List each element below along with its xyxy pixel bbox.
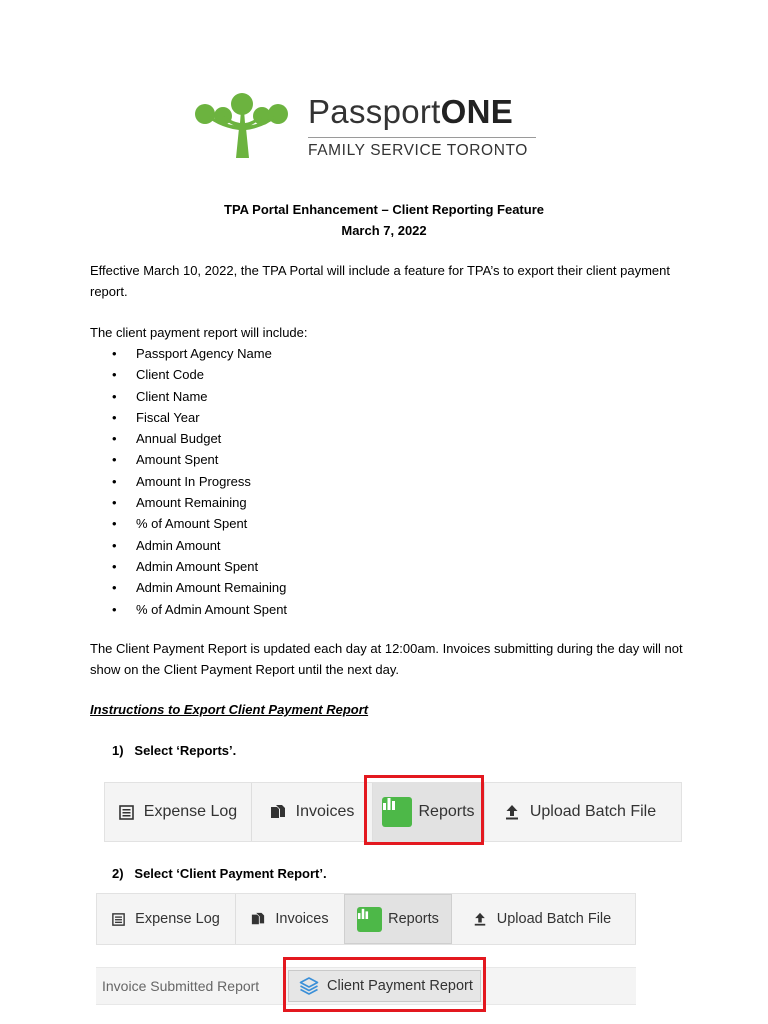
list-item: • % of Amount Spent — [112, 513, 287, 534]
document-date: March 7, 2022 — [341, 223, 427, 238]
brand-regular: Passport — [308, 93, 441, 130]
expense-log-label: Expense Log — [143, 803, 238, 820]
step-1: 1) Select ‘Reports’. — [112, 743, 237, 758]
expense-log-tab[interactable] — [97, 894, 235, 944]
upload-icon — [473, 912, 487, 926]
bar-chart-icon — [357, 907, 382, 932]
reports-highlight-box — [364, 775, 484, 845]
passport-one-logo — [190, 92, 575, 184]
invoices-label: Invoices — [295, 803, 355, 820]
upload-icon — [504, 804, 520, 820]
documents-icon — [270, 804, 286, 820]
upload-batch-file-tab[interactable] — [453, 894, 631, 944]
reports-label: Reports — [418, 803, 475, 820]
documents-icon — [251, 912, 265, 926]
upload-batch-file-label: Upload Batch File — [529, 803, 657, 820]
invoices-tab[interactable] — [252, 783, 372, 841]
client-payment-report-highlight-box — [283, 957, 486, 1012]
list-item: • Passport Agency Name — [112, 343, 287, 364]
reports-tab[interactable] — [344, 894, 452, 944]
expense-log-tab[interactable] — [105, 783, 251, 841]
list-item: • Admin Amount Remaining — [112, 577, 287, 598]
list-item: • Amount Remaining — [112, 492, 287, 513]
list-item: • Fiscal Year — [112, 407, 287, 428]
document-title: TPA Portal Enhancement – Client Reporting Feature — [224, 202, 544, 217]
portal-toolbar-small — [96, 893, 636, 945]
list-item: • Amount In Progress — [112, 471, 287, 492]
list-item: • Annual Budget — [112, 428, 287, 449]
instructions-heading: Instructions to Export Client Payment Report — [90, 702, 369, 717]
invoices-tab[interactable] — [236, 894, 344, 944]
report-fields-list — [112, 343, 287, 620]
list-item: • Admin Amount — [112, 535, 287, 556]
invoice-submitted-report-tab[interactable]: Invoice Submitted Report — [102, 978, 260, 994]
list-item: • % of Admin Amount Spent — [112, 599, 287, 620]
step-2: 2) Select ‘Client Payment Report’. — [112, 866, 327, 881]
update-note: The Client Payment Report is updated each day at 12:00am. Invoices submitting during the day will not show on the Client Payment Report until the next day. — [90, 641, 683, 677]
brand-subtitle: FAMILY SERVICE TORONTO — [308, 142, 528, 159]
invoices-label: Invoices — [275, 911, 329, 927]
upload-batch-file-tab[interactable] — [485, 783, 675, 841]
reports-label: Reports — [388, 911, 439, 927]
brand-wordmark — [308, 92, 513, 132]
brand-bold: ONE — [440, 93, 514, 130]
list-icon — [119, 805, 134, 820]
list-item: • Client Name — [112, 386, 287, 407]
upload-batch-file-label: Upload Batch File — [496, 911, 612, 927]
list-item: • Client Code — [112, 364, 287, 385]
client-payment-report-label: Client Payment Report — [327, 978, 473, 994]
list-icon — [112, 913, 125, 926]
list-heading: The client payment report will include: — [90, 325, 308, 340]
intro-paragraph: Effective March 10, 2022, the TPA Portal will include a feature for TPA’s to export their client payment report. — [90, 263, 671, 299]
tree-logo-icon — [190, 92, 295, 162]
list-item: • Amount Spent — [112, 449, 287, 470]
logo-divider — [308, 137, 536, 138]
expense-log-label: Expense Log — [135, 911, 220, 927]
list-item: • Admin Amount Spent — [112, 556, 287, 577]
